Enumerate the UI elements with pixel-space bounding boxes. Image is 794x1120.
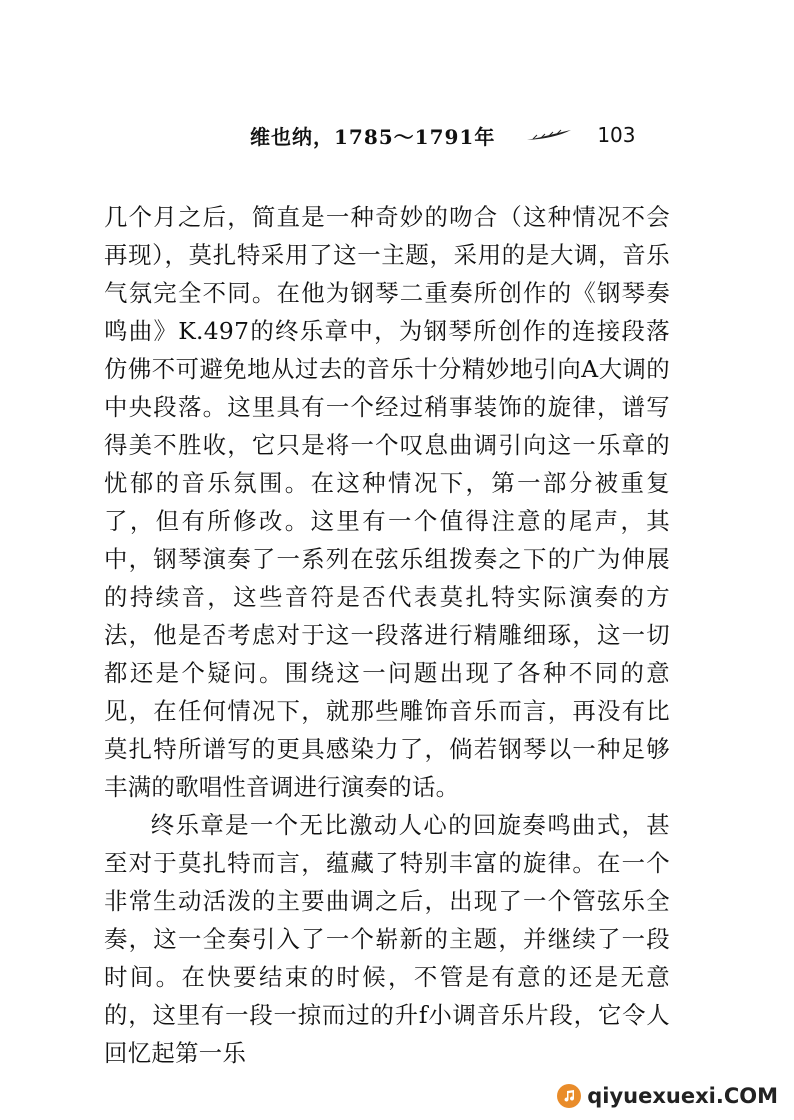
watermark-text: qiyuexuexi.COM bbox=[587, 1084, 778, 1108]
running-header bbox=[250, 120, 670, 150]
music-note-icon bbox=[557, 1084, 581, 1108]
body-text bbox=[104, 198, 670, 1072]
chapter-title: 维也纳，1785～1791年 bbox=[250, 124, 496, 149]
site-watermark bbox=[557, 1082, 778, 1110]
page-number: 103 bbox=[597, 123, 636, 147]
feather-ornament-icon bbox=[525, 128, 573, 142]
paragraph-1: 几个月之后，简直是一种奇妙的吻合（这种情况不会再现），莫扎特采用了这一主题，采用的是大调，音乐气氛完全不同。在他为钢琴二重奏所创作的《钢琴奏鸣曲》K.497的终乐章中，为钢琴所创作的连接段落仿佛不可避免地从过去的音乐十分精妙地引向A大调的中央段落。这里具有一个经过稍事装饰的旋律，谱写得美不胜收，它只是将一个叹息曲调引向这一乐章的忧郁的音乐氛围。在这种情况下，第一部分被重复了，但有所修改。这里有一个值得注意的尾声，其中，钢琴演奏了一系列在弦乐组拨奏之下的广为伸展的持续音，这些音符是否代表莫扎特实际演奏的方法，他是否考虑对于这一段落进行精雕细琢，这一切都还是个疑问。围绕这一问题出现了各种不同的意见，在任何情况下，就那些雕饰音乐而言，再没有比莫扎特所谱写的更具感染力了，倘若钢琴以一种足够丰满的歌唱性音调进行演奏的话。 bbox=[104, 203, 670, 801]
paragraph-2: 终乐章是一个无比激动人心的回旋奏鸣曲式，甚至对于莫扎特而言，蕴藏了特别丰富的旋律。在一个非常生动活泼的主要曲调之后，出现了一个管弦乐全奏，这一全奏引入了一个崭新的主题，并继续了一段时间。在快要结束的时候，不管是有意的还是无意的，这里有一段一掠而过的升f小调音乐片段，它令人回忆起第一乐 bbox=[104, 811, 670, 1067]
